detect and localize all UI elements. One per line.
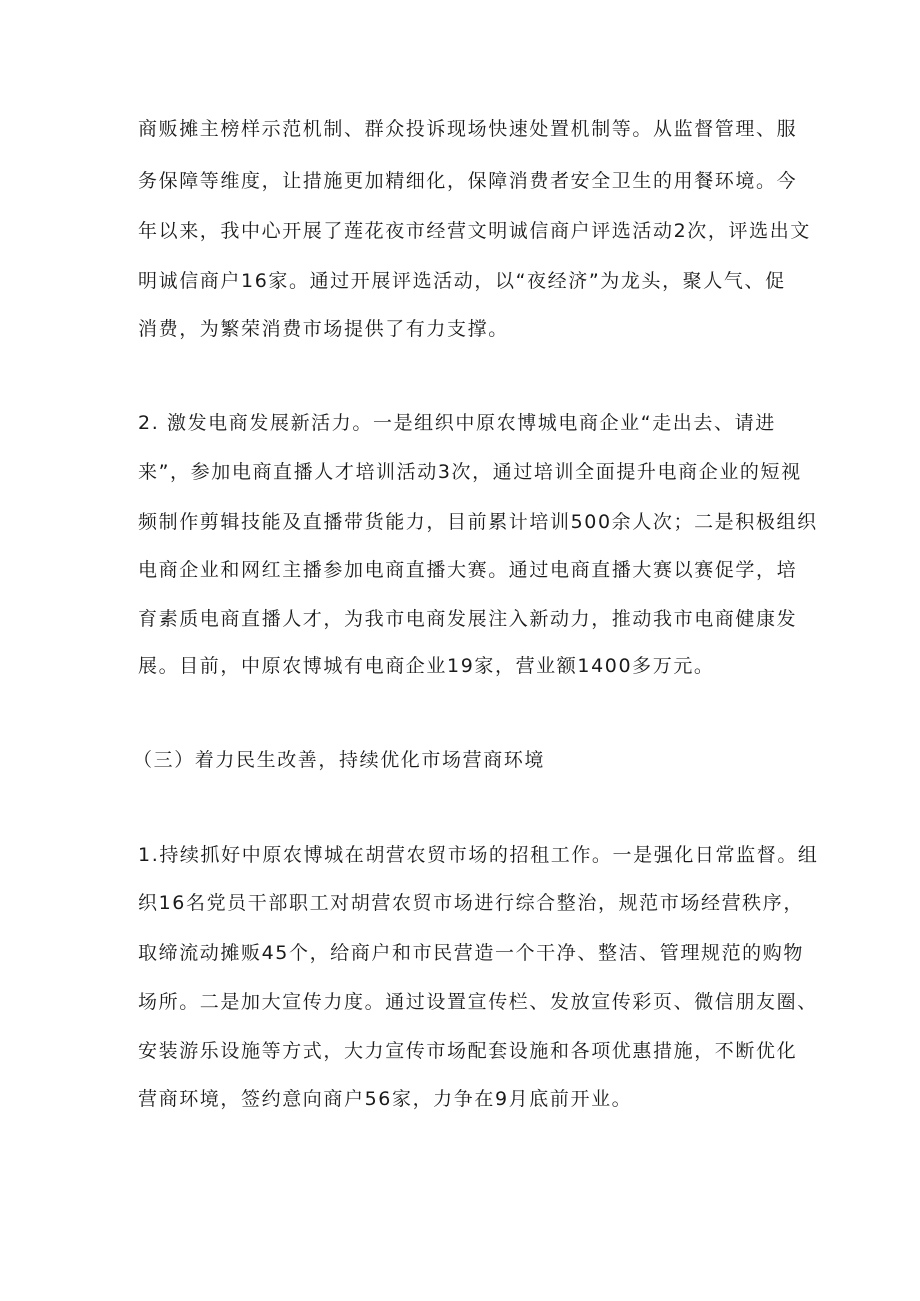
text-line: 消费，为繁荣消费市场提供了有力支撑。 xyxy=(138,318,509,340)
text-line: 展。目前，中原农博城有电商企业19家，营业额1400多万元。 xyxy=(138,655,715,677)
text-line: 场所。二是加大宣传力度。通过设置宣传栏、发放宣传彩页、微信朋友圈、 xyxy=(138,991,818,1013)
text-line: 明诚信商户16家。通过开展评选活动，以“夜经济”为龙头，聚人气、促 xyxy=(138,270,786,292)
text-line: 务保障等维度，让措施更加精细化，保障消费者安全卫生的用餐环境。今 xyxy=(138,170,798,192)
text-line: 育素质电商直播人才，为我市电商发展注入新动力，推动我市电商健康发 xyxy=(138,608,798,630)
text-line: 安装游乐设施等方式，大力宣传市场配套设施和各项优惠措施，不断优化 xyxy=(138,1040,798,1062)
text-line: 营商环境，签约意向商户56家，力争在9月底前开业。 xyxy=(138,1088,633,1110)
text-line: 织16名党员干部职工对胡营农贸市场进行综合整治，规范市场经营秩序， xyxy=(138,892,804,914)
text-line: 2. 激发电商发展新活力。一是组织中原农博城电商企业“走出去、请进 xyxy=(138,412,776,434)
text-line: 频制作剪辑技能及直播带货能力，目前累计培训500余人次；二是积极组织 xyxy=(138,511,818,533)
section-heading: （三）着力民生改善，持续优化市场营商环境 xyxy=(133,749,546,771)
text-line: 电商企业和网红主播参加电商直播大赛。通过电商直播大赛以赛促学，培 xyxy=(138,559,798,581)
text-line: 来”，参加电商直播人才培训活动3次，通过培训全面提升电商企业的短视 xyxy=(138,461,802,483)
text-line: 商贩摊主榜样示范机制、群众投诉现场快速处置机制等。从监督管理、服 xyxy=(138,118,798,140)
text-line: 取缔流动摊贩45个，给商户和市民营造一个干净、整洁、管理规范的购物 xyxy=(138,942,804,964)
text-line: 1.持续抓好中原农博城在胡营农贸市场的招租工作。一是强化日常监督。组 xyxy=(138,844,819,866)
text-line: 年以来，我中心开展了莲花夜市经营文明诚信商户评选活动2次，评选出文 xyxy=(138,220,811,242)
